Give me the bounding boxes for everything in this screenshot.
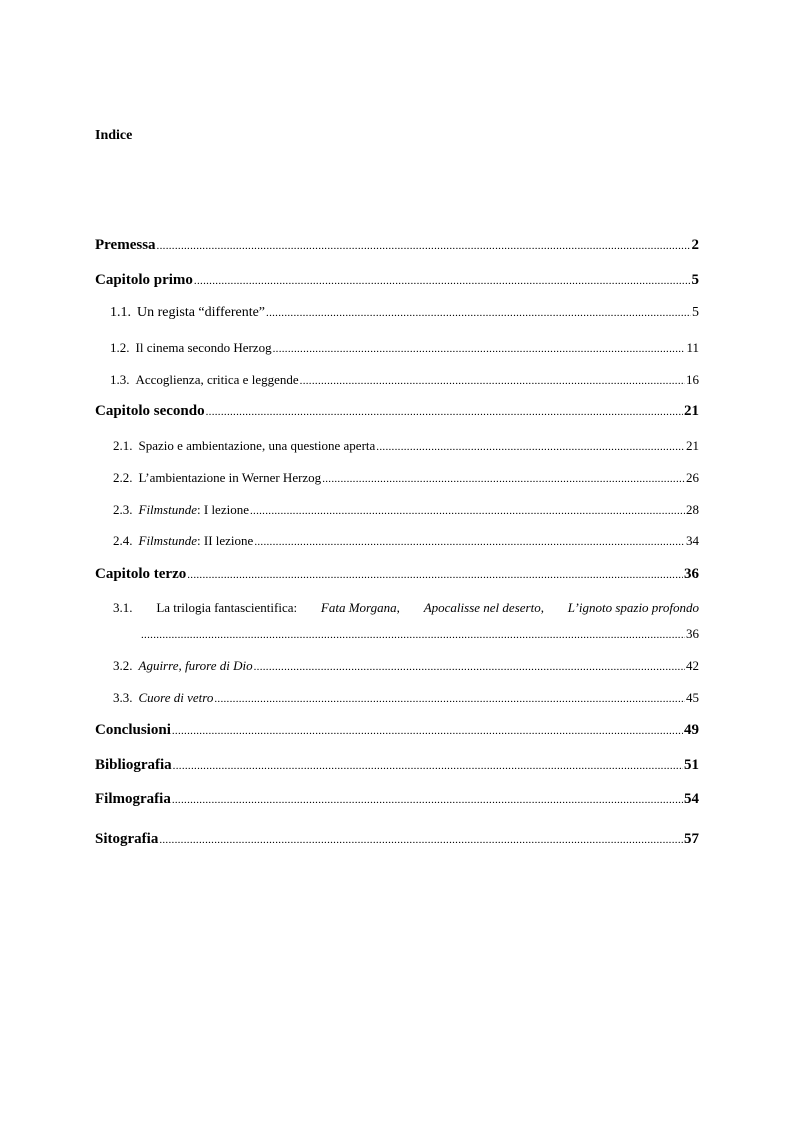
toc-label: Capitolo secondo — [95, 403, 205, 419]
section-number: 1.2. — [110, 340, 130, 355]
leader-dots — [173, 761, 683, 772]
toc-page-number: 5 — [692, 305, 699, 320]
toc-entry-capitolo-primo[interactable] — [95, 273, 699, 288]
toc-page-number: 26 — [686, 470, 699, 485]
toc-entry-capitolo-terzo[interactable] — [95, 567, 699, 582]
toc-label: Conclusioni — [95, 722, 171, 738]
toc-entry-sitografia[interactable] — [95, 832, 699, 847]
toc-label-italic: Aguirre, furore di Dio — [138, 658, 253, 673]
toc-page-number: 34 — [686, 533, 699, 548]
toc-label: Filmografia — [95, 791, 171, 807]
toc-entry-3-1-line1[interactable]: 3.1. La trilogia fantascientifica: Fata Morgana, Apocalisse nel deserto, L’ignoto spazio profondo — [113, 600, 699, 615]
toc-label: Capitolo primo — [95, 272, 193, 288]
toc-label: Premessa — [95, 237, 156, 253]
toc-page-number: 45 — [686, 690, 699, 705]
toc-label: Capitolo terzo — [95, 566, 187, 582]
section-number: 2.4. — [113, 533, 133, 548]
leader-dots — [187, 570, 683, 581]
toc-label: Un regista “differente” — [137, 305, 266, 320]
toc-page-number: 51 — [684, 757, 699, 773]
toc-label: Il cinema secondo Herzog — [135, 340, 272, 355]
toc-page-number: 5 — [691, 272, 699, 288]
toc-label: Bibliografia — [95, 757, 172, 773]
leader-dots — [273, 344, 686, 355]
toc-entry-conclusioni[interactable] — [95, 723, 699, 738]
section-number: 1.3. — [110, 372, 130, 387]
toc-page-number: 54 — [684, 791, 699, 807]
toc-entry-premessa[interactable] — [95, 238, 699, 253]
toc-label-italic: Cuore di vetro — [138, 690, 214, 705]
toc-label: Accoglienza, critica e leggende — [135, 372, 299, 387]
leader-dots — [141, 630, 685, 641]
leader-dots — [254, 537, 685, 548]
toc-page-number: 16 — [686, 372, 699, 387]
toc-label: Sitografia — [95, 831, 159, 847]
section-number: 2.2. — [113, 470, 133, 485]
leader-dots — [194, 276, 691, 287]
toc-entry-3-2[interactable] — [113, 659, 699, 673]
section-number: 2.3. — [113, 502, 133, 517]
toc-page-number: 21 — [686, 438, 699, 453]
toc-page-number: 49 — [684, 722, 699, 738]
toc-entry-2-4[interactable] — [113, 534, 699, 548]
toc-page-number: 57 — [684, 831, 699, 847]
toc-page-number: 28 — [686, 502, 699, 517]
section-number: 1.1. — [110, 305, 131, 320]
toc-page-number: 11 — [686, 340, 699, 355]
toc-entry-bibliografia[interactable] — [95, 758, 699, 773]
toc-page-number: 42 — [686, 658, 699, 673]
leader-dots — [214, 694, 685, 705]
toc-label-italic: Fata Morgana — [320, 600, 397, 615]
toc-label-italic: Filmstunde — [138, 533, 197, 548]
leader-dots — [159, 835, 683, 846]
leader-dots — [206, 407, 683, 418]
toc-label-italic: Apocalisse nel deserto — [423, 600, 541, 615]
toc-label: La trilogia fantascientifica: — [156, 600, 298, 615]
toc-page-number: 2 — [691, 237, 699, 253]
toc-page-number: 36 — [686, 626, 699, 641]
leader-dots — [254, 662, 685, 673]
toc-label: : I lezione — [197, 502, 249, 517]
leader-dots — [250, 506, 685, 517]
section-number: 2.1. — [113, 438, 133, 453]
page-title: Indice — [95, 128, 133, 143]
leader-dots — [300, 376, 685, 387]
leader-dots — [266, 308, 691, 319]
leader-dots — [172, 795, 683, 806]
toc-entry-capitolo-secondo[interactable] — [95, 404, 699, 419]
toc-entry-filmografia[interactable] — [95, 792, 699, 807]
leader-dots — [322, 474, 685, 485]
leader-dots — [157, 241, 691, 252]
toc-entry-1-1[interactable] — [110, 306, 699, 320]
toc-label: : II lezione — [197, 533, 254, 548]
toc-entry-2-3[interactable] — [113, 503, 699, 517]
section-number: 3.1. — [113, 600, 133, 615]
section-number: 3.3. — [113, 690, 133, 705]
leader-dots — [376, 442, 685, 453]
toc-label: L’ambientazione in Werner Herzog — [138, 470, 322, 485]
toc-entry-3-1-line2[interactable] — [140, 627, 699, 641]
toc-page-number: 36 — [684, 566, 699, 582]
toc-label-italic: Filmstunde — [138, 502, 197, 517]
toc-entry-2-1[interactable] — [113, 439, 699, 453]
section-number: 3.2. — [113, 658, 133, 673]
toc-label-italic: L’ignoto spazio profondo — [567, 600, 699, 615]
toc-entry-3-3[interactable] — [113, 691, 699, 705]
toc-page-number: 21 — [684, 403, 699, 419]
toc-entry-1-3[interactable] — [110, 373, 699, 387]
toc-entry-2-2[interactable] — [113, 471, 699, 485]
toc-entry-1-2[interactable] — [110, 341, 699, 355]
toc-label: Spazio e ambientazione, una questione aperta — [138, 438, 376, 453]
leader-dots — [172, 726, 683, 737]
